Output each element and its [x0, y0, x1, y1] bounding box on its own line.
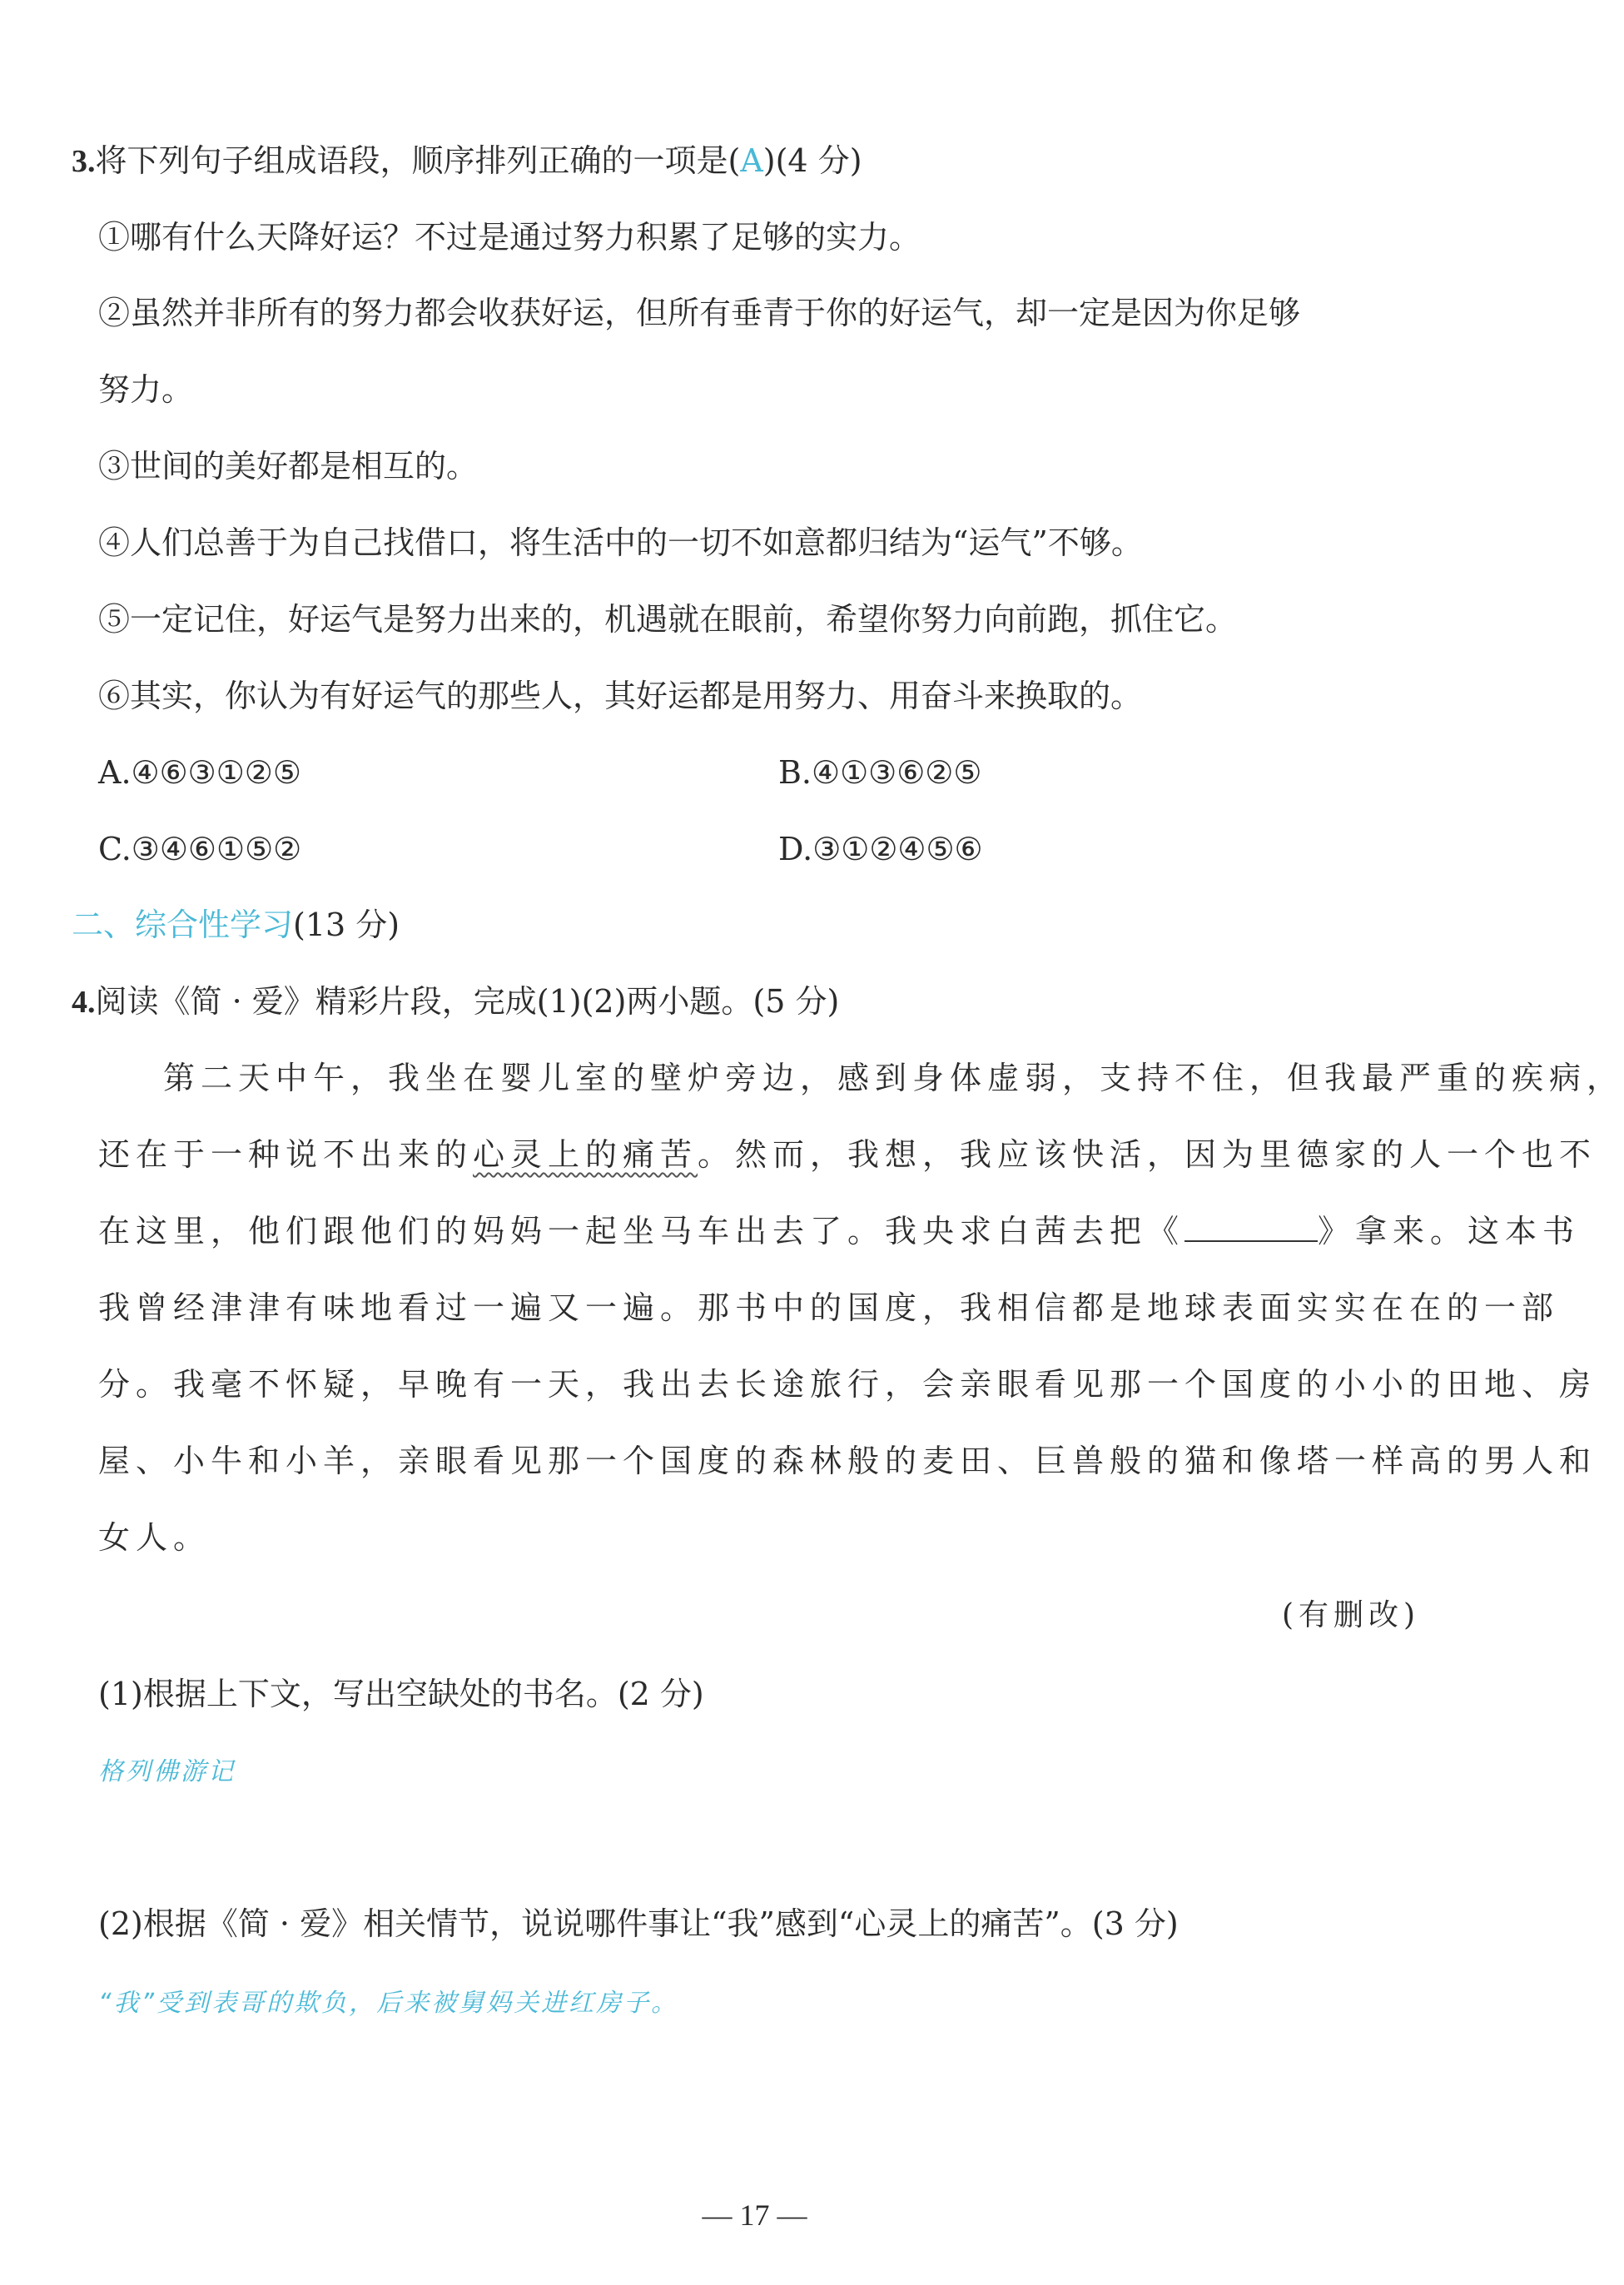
q3-option-b: B.④①③⑥②⑤ [778, 754, 982, 791]
passage-source-note: (有删改) [1282, 1598, 1421, 1632]
passage-line-3-after: 》拿来。这本书 [1318, 1213, 1581, 1249]
q3-option-d: D.③①②④⑤⑥ [778, 831, 983, 867]
passage-wavy-phrase: 心灵上的痛苦 [473, 1136, 698, 1173]
q3-stem-after: )(4 分) [762, 142, 862, 179]
q3-option-a: A.④⑥③①②⑤ [98, 754, 301, 791]
q3-stem [72, 142, 862, 181]
q3-option-c: C.③④⑥①⑤② [98, 831, 302, 867]
q4-stem [72, 982, 839, 1021]
q4-sub-answer-1: 格列佛游记 [98, 1757, 236, 1786]
passage-line-4: 我曾经津津有味地看过一遍又一遍。那书中的国度，我相信都是地球表面实实在在的一部 [98, 1289, 1560, 1326]
q3-sentence-2-line-2: 努力。 [98, 371, 194, 408]
q4-stem-text: 阅读《简 · 爱》精彩片段，完成(1)(2)两小题。(5 分) [95, 983, 840, 1020]
q3-sentence-4: ④人们总善于为自己找借口，将生活中的一切不如意都归结为“运气”不够。 [98, 524, 1143, 561]
q3-sentence-2-line-1: ②虽然并非所有的努力都会收获好运，但所有垂青于你的好运气，却一定是因为你足够 [98, 295, 1301, 331]
q4-sub-question-1: (1)根据上下文，写出空缺处的书名。(2 分) [98, 1676, 704, 1712]
q4-number: 4. [72, 985, 96, 1020]
q4-sub-answer-2: “我”受到表哥的欺负，后来被舅妈关进红房子。 [98, 1989, 679, 2018]
q3-stem-before: 将下列句子组成语段，顺序排列正确的一项是( [95, 142, 741, 179]
q3-sentence-3: ③世间的美好都是相互的。 [98, 448, 479, 484]
passage-line-2-after: 。然而，我想，我应该快活，因为里德家的人一个也不 [698, 1136, 1597, 1173]
passage-line-5: 分。我毫不怀疑，早晚有一天，我出去长途旅行，会亲眼看见那一个国度的小小的田地、房 [98, 1366, 1597, 1403]
passage-line-3 [98, 1212, 1580, 1250]
q3-sentence-5: ⑤一定记住，好运气是努力出来的，机遇就在眼前，希望你努力向前跑，抓住它。 [98, 601, 1238, 638]
section-2-heading [72, 906, 400, 944]
passage-line-7: 女人。 [98, 1519, 211, 1556]
book-title-blank [1184, 1212, 1318, 1242]
page-number: — 17 — [702, 2198, 807, 2232]
q3-number: 3. [72, 144, 96, 179]
passage-line-2-before: 还在于一种说不出来的 [98, 1136, 474, 1173]
passage-line-1: 第二天中午，我坐在婴儿室的壁炉旁边，感到身体虚弱，支持不住，但我最严重的疾病， [163, 1060, 1624, 1096]
section-2-score: (13 分) [293, 907, 400, 943]
passage-line-6: 屋、小牛和小羊，亲眼看见那一个国度的森林般的麦田、巨兽般的猫和像塔一样高的男人和 [98, 1443, 1597, 1479]
q3-sentence-6: ⑥其实，你认为有好运气的那些人，其好运都是用努力、用奋斗来换取的。 [98, 678, 1143, 714]
passage-line-3-before: 在这里，他们跟他们的妈妈一起坐马车出去了。我央求白茜去把《 [98, 1213, 1185, 1249]
q3-answer: A [740, 142, 763, 179]
q4-sub-question-2: (2)根据《简 · 爱》相关情节，说说哪件事让“我”感到“心灵上的痛苦”。(3 分) [98, 1905, 1179, 1942]
passage-line-2 [98, 1135, 1597, 1174]
q3-sentence-1: ①哪有什么天降好运？不过是通过努力积累了足够的实力。 [98, 219, 921, 256]
section-2-title: 二、综合性学习 [72, 907, 294, 943]
